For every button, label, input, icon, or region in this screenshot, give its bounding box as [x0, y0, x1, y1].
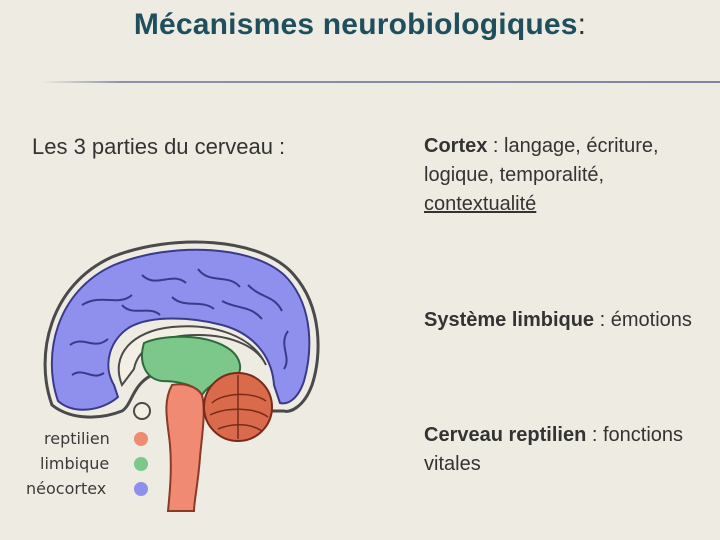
text-limbic: : émotions	[594, 309, 692, 331]
brain-diagram	[22, 235, 332, 515]
legend	[26, 429, 148, 498]
text-cortex: : langage, écriture, logique, temporalité,	[424, 135, 659, 186]
legend-label-reptilien: reptilien	[44, 429, 110, 448]
definition-limbic	[424, 306, 714, 335]
legend-swatch-reptilien	[134, 432, 148, 446]
pituitary-gland	[134, 403, 150, 419]
reptilian-region	[166, 384, 203, 511]
legend-label-limbique: limbique	[40, 454, 110, 473]
title-colon: :	[577, 8, 587, 41]
term-limbic: Système limbique	[424, 309, 595, 331]
text-reptile: : fonctions vitales	[424, 424, 684, 475]
title-text: Mécanismes neurobiologiques	[133, 8, 578, 41]
definition-cortex	[424, 132, 714, 219]
legend-swatch-limbique	[134, 457, 148, 471]
subtitle: Les 3 parties du cerveau :	[32, 134, 286, 159]
definition-reptile	[424, 421, 714, 479]
legend-swatch-neocortex	[134, 482, 148, 496]
slide-title	[0, 8, 720, 42]
term-reptile: Cerveau reptilien	[424, 424, 587, 446]
term-cortex: Cortex	[424, 135, 488, 157]
legend-label-neocortex: néocortex	[26, 479, 107, 498]
text-cortex-underlined: contextualité	[424, 193, 537, 215]
title-divider	[40, 81, 720, 83]
